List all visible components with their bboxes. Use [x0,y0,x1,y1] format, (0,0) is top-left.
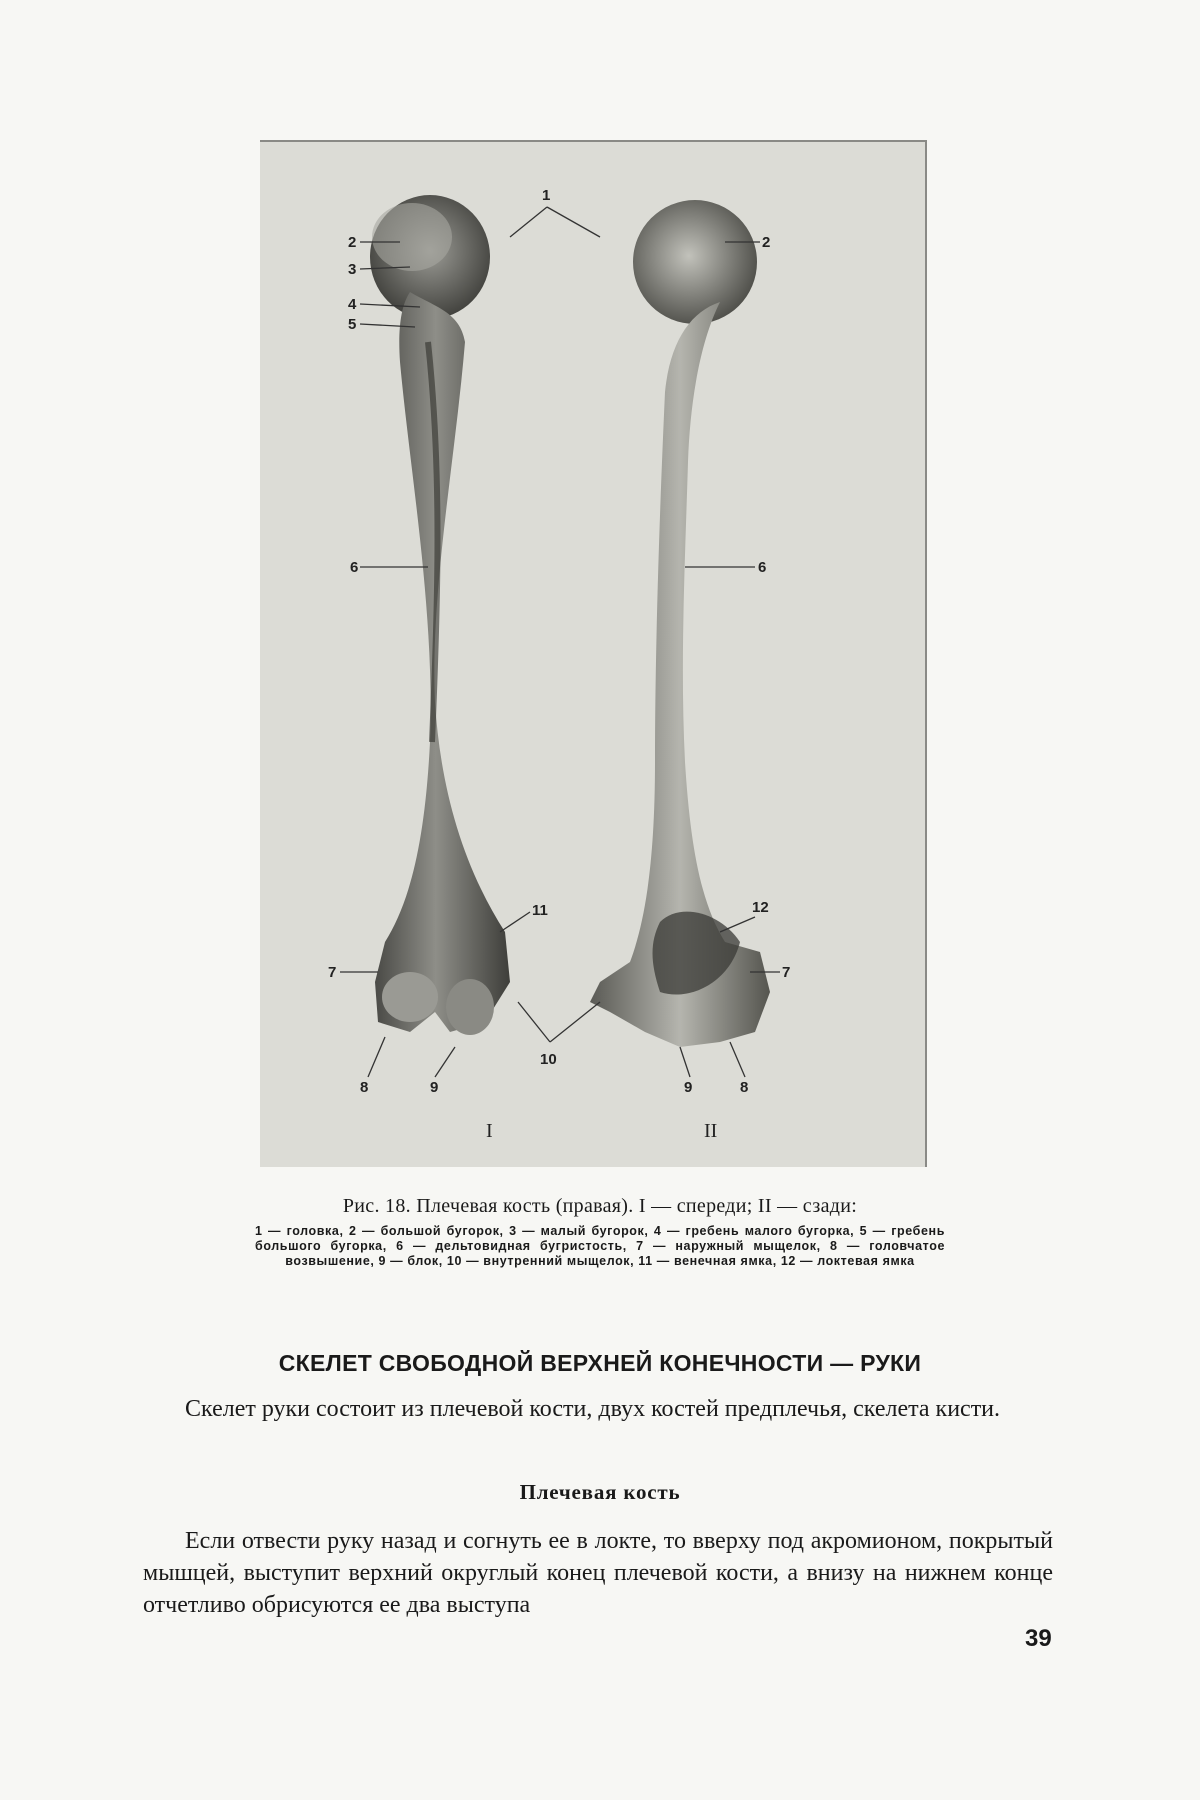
label-2: 2 [348,234,357,251]
label-10: 10 [540,1051,557,1068]
label-7: 7 [328,964,337,981]
label-6: 6 [350,559,359,576]
humerus-illustration [260,142,925,1167]
humerus-figure [260,140,927,1167]
label-6-back: 6 [758,559,767,576]
label-4: 4 [348,296,357,313]
view-label-front: I [486,1120,493,1142]
humerus-back-view [590,200,770,1047]
view-label-back: II [704,1120,718,1142]
label-12: 12 [752,899,769,916]
label-1: 1 [542,187,551,204]
caption-legend: 1 — головка, 2 — большой бугорок, 3 — малый бугорок, 4 — гребень малого бугорка, 5 — гребень большого бугорка, 6 — дельтовидная бугристость, 7 — наружный мыщелок, 8 — головчатое возвышение, 9 — блок, 10 — внутренний мыщелок, 11 — венечная ямка, 12 — локтевая ямка [255,1224,945,1268]
label-9: 9 [430,1079,439,1096]
caption-title: Рис. 18. Плечевая кость (правая). I — спереди; II — сзади: [342,1195,858,1217]
label-9-back: 9 [684,1079,693,1096]
humerus-front-view [370,195,510,1035]
page-number: 39 [1025,1625,1052,1652]
label-2-back: 2 [762,234,771,251]
label-5: 5 [348,316,357,333]
paragraph-1: Скелет руки состоит из плечевой кости, двух костей предплечья, скелета кисти. [185,1396,1001,1422]
paragraph-2: Если отвести руку назад и согнуть ее в локте, то вверху под акромионом, покрытый мышцей, выступит верхний округлый конец плечевой кости, а внизу на нижнем конце отчетливо обрисуются ее два выступа [143,1528,1053,1618]
label-7-back: 7 [782,964,791,981]
label-11: 11 [532,902,548,919]
label-3: 3 [348,261,357,278]
section-heading: СКЕЛЕТ СВОБОДНОЙ ВЕРХНЕЙ КОНЕЧНОСТИ — РУКИ [278,1350,922,1376]
figure-caption [255,1195,945,1269]
label-8-back: 8 [740,1079,749,1096]
subheading: Плечевая кость [519,1480,681,1504]
label-8: 8 [360,1079,369,1096]
